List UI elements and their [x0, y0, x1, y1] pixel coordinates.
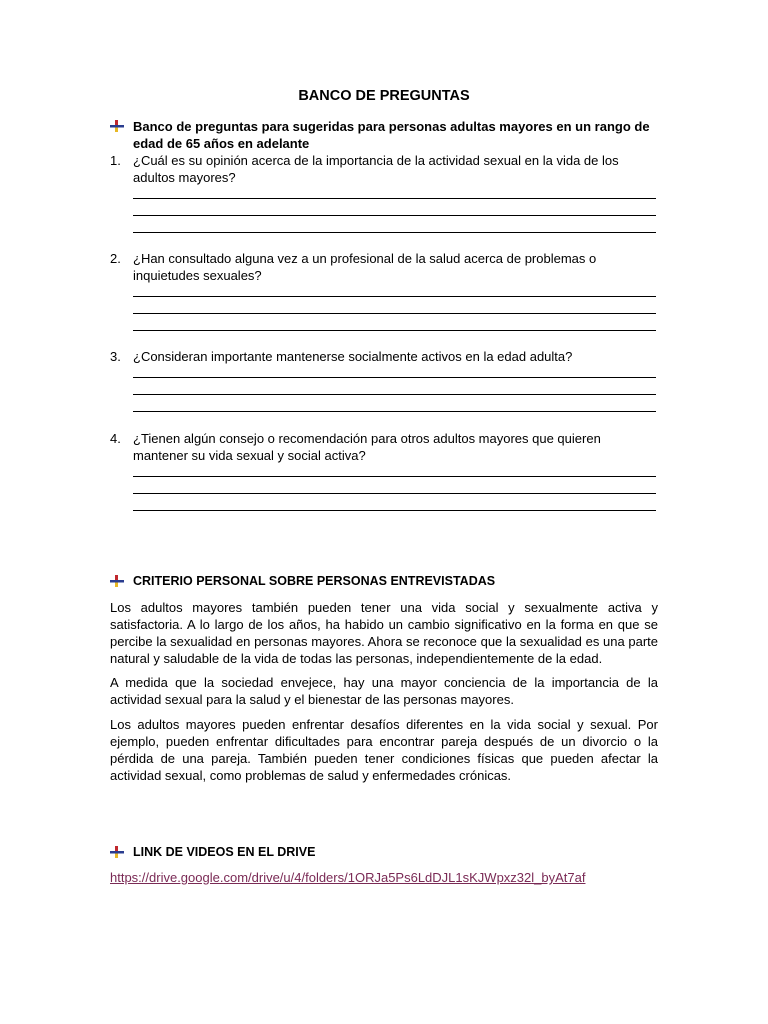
question-number: 3.	[110, 349, 121, 364]
section3-heading-text: LINK DE VIDEOS EN EL DRIVE	[133, 845, 316, 859]
section2-heading-text: CRITERIO PERSONAL SOBRE PERSONAS ENTREVISTADAS	[133, 574, 496, 588]
answer-line	[133, 493, 656, 494]
paragraph: A medida que la sociedad envejece, hay una mayor conciencia de la importancia de la actividad sexual para la salud y el bienestar de las personas mayores.	[110, 675, 658, 707]
answer-line	[133, 510, 656, 511]
answer-line	[133, 330, 656, 331]
question-number: 4.	[110, 431, 121, 446]
question-text: ¿Tienen algún consejo o recomendación para otros adultos mayores que quieren mantener su vida sexual y social activa?	[133, 431, 601, 463]
bullet-arrow-icon	[110, 120, 124, 132]
drive-link[interactable]: https://drive.google.com/drive/u/4/folders/1ORJa5Ps6LdDJL1sKJWpxz32l_byAt7af	[110, 870, 586, 885]
question-text: ¿Han consultado alguna vez a un profesional de la salud acerca de problemas o inquietudes sexuales?	[133, 251, 597, 283]
paragraph: Los adultos mayores pueden enfrentar desafíos diferentes en la vida social y sexual. Por ejemplo, pueden enfrentar dificultades para encontrar pareja después de un divorcio o la pérdida de una pareja. También pueden tener condiciones físicas que pueden afectar la actividad sexual, como problemas de salud y enfermedades crónicas.	[110, 717, 658, 783]
bullet-arrow-icon	[110, 846, 124, 858]
question-text: ¿Cuál es su opinión acerca de la importancia de la actividad sexual en la vida de los adultos mayores?	[133, 153, 619, 185]
answer-line	[133, 313, 656, 314]
document-title: BANCO DE PREGUNTAS	[298, 88, 470, 104]
answer-line	[133, 476, 656, 477]
paragraph: Los adultos mayores también pueden tener una vida social y sexualmente activa y satisfactoria. A lo largo de los años, ha habido un cambio significativo en la forma en que se percibe la sexualidad en personas mayores. Ahora se reconoce que la sexualidad es una parte natural y saludable de la vida de todas las personas, independientemente de la edad.	[110, 600, 658, 666]
answer-line	[133, 411, 656, 412]
answer-line	[133, 215, 656, 216]
answer-line	[133, 296, 656, 297]
bullet-arrow-icon	[110, 575, 124, 587]
answer-line	[133, 198, 656, 199]
answer-line	[133, 232, 656, 233]
question-number: 1.	[110, 153, 121, 168]
question-text: ¿Consideran importante mantenerse socialmente activos en la edad adulta?	[133, 349, 573, 364]
answer-line	[133, 394, 656, 395]
question-number: 2.	[110, 251, 121, 266]
section1-heading-text: Banco de preguntas para sugeridas para personas adultas mayores en un rango de edad de 65 años en adelante	[133, 119, 650, 151]
answer-line	[133, 377, 656, 378]
